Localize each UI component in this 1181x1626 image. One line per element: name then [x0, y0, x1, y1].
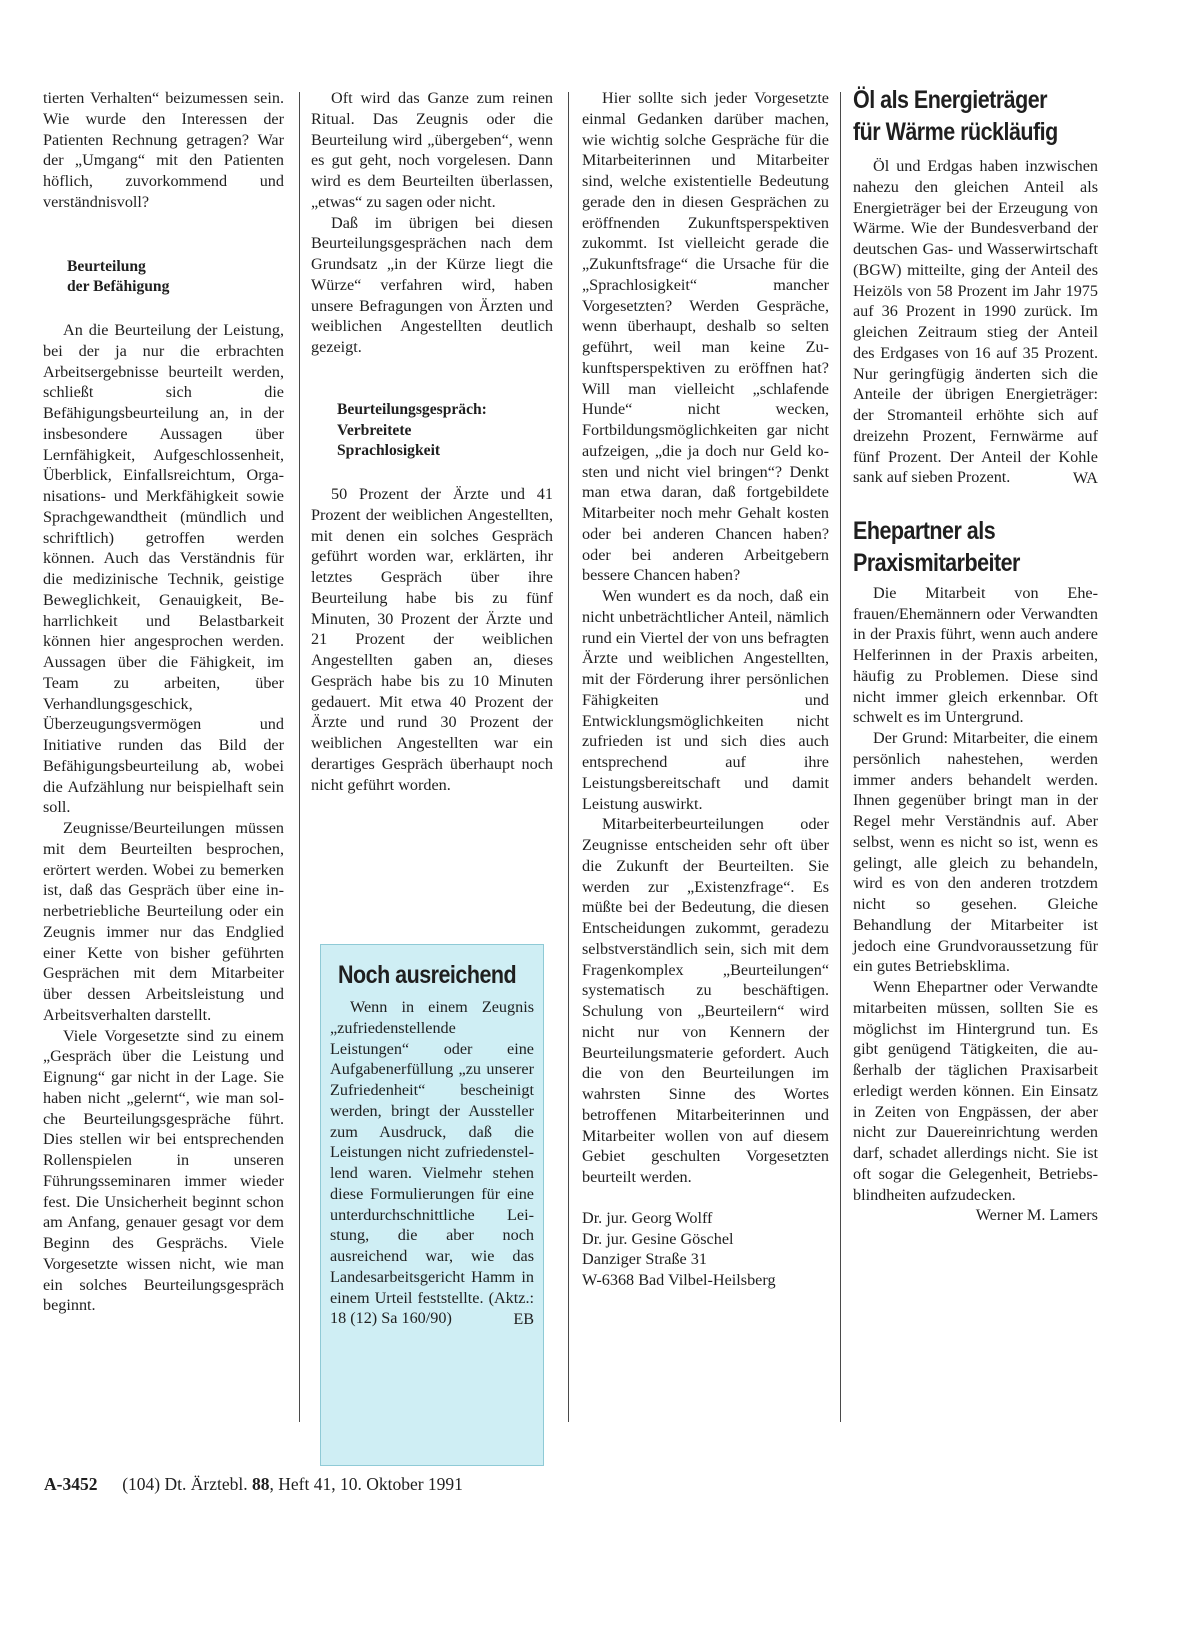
col4-spouses-paragraph-3: Wenn Ehepartner oder Verwandte mitarbeiten müssen, sollten Sie es möglichst im Hintergrund tun. Es gibt genügend Tätigkeiten, die außerhalb der täglichen Praxisarbeit erledigt werden können. Ein Einsatz in Zeiten von Engpässen, der aber nicht zur Dauereinrichtung werden darf, schadet allerdings nicht. Sie ist oft sogar die Gelegenheit, Betriebsblindheiten aufzudecken. — [853, 978, 1098, 1204]
col3-paragraph-3: Mitarbeiterbeurteilungen oder Zeugnisse entscheiden sehr oft über die Zukunft der Beurteilten. Sie werden zur „Existenzfrage“. Es müßte bei der Bedeutung, die diesen Entscheidungen zukommt, geradezu selbstverständlich sein, sich mit dem Fragenkomplex „Beurteilungen“ systematisch zu beschäftigen. Schulung von „Beurteilern“ wird nicht nur von Kennern der Beurteilungsmaterie gefordert. Auch die von den Beurteilungen im wahrsten Sinne des Wortes betroffenen Mitarbeiterinnen und Mitarbeiter wollen von auf diesem Gebiet geschulten Vorgesetzten beurteilt werden. — [582, 815, 829, 1186]
col4-author: Werner M. Lamers — [975, 1206, 1098, 1225]
col4-oil-initials: WA — [1072, 469, 1098, 487]
article-headline-oil — [853, 84, 1064, 148]
footer-page-code: A-3452 — [44, 1474, 98, 1494]
article-headline-spouses — [853, 515, 1064, 579]
footer-issue-date: , Heft 41, 10. Oktober 1991 — [269, 1474, 463, 1494]
info-box-text: Wenn in einem Zeugnis „zufriedenstellende Leistungen“ oder eine Aufgabenerfüllung „zu unserer Zufriedenheit“ bescheinigt werden, bringt der Aussteller zum Ausdruck, daß die Leistungen nicht zufriedenstellend waren. Vielmehr stehen diese Formulierungen für eine unterdurchschnittliche Leistung, die aber noch ausreichend war, wie das Landesarbeitsgericht Hamm in einem Urteil feststellte. (Aktz.: 18 (12) Sa 160/90) — [330, 998, 534, 1328]
signature-line-2: Dr. jur. Gesine Göschel — [582, 1229, 734, 1248]
col3-paragraph-1: Hier sollte sich jeder Vorgesetzte einmal Gedanken darüber machen, wie wichtig solche Gespräche für die Mitarbeiterinnen und Mitarbeiter sind, welche existentielle Bedeutung gerade den in diesen Gesprächen zu eröffnenden Zukunftsperspektiven zukommt. Ist vielleicht gerade die „Zukunftsfrage“ die Ursache für die „Sprachlosigkeit“ mancher Vorgesetzten? Werden Gespräche, wenn überhaupt, deshalb so selten geführt, weil man keine Zukunftsperspektiven zu eröffnen hat? Will man vielleicht „schlafende Hunde“ nicht wecken, Fortbildungsmöglichkeiten gar nicht aufzeigen, „die ja doch nur Geld kosten und nicht viel bringen“? Denkt man etwa daran, daß fortgebildete Mitarbeiter noch mehr Gehalt kosten oder bei anderen Chancen haben? oder bei anderen Arbeitgebern bessere Chancen haben? — [582, 89, 829, 585]
col1-subheading-line1: Beurteilung — [67, 257, 146, 275]
signature-line-3: Danziger Straße 31 — [582, 1250, 707, 1269]
headline-spouses-line2: Praxismitarbeiter — [853, 548, 1020, 577]
column-1 — [43, 88, 284, 1316]
col1-intro-paragraph: tierten Verhalten“ beizumessen sein. Wie wurde den Interessen der Patienten Rechnung getragen? War der „Umgang“ mit den Patienten höflich, zuvorkommend und verständnisvoll? — [43, 89, 284, 211]
col4-oil-paragraph: Öl und Erdgas haben inzwischen nahezu den gleichen Anteil als Energieträger bei der Erzeugung von Wärme. Wie der Bundesverband der deutschen Gas- und Wasserwirtschaft (BGW) mitteilte, ging der Anteil des Heizöls von 58 Prozent im Jahr 1975 auf 36 Prozent in 1990 zurück. Im gleichen Zeitraum stieg der Anteil des Erdgases von 16 auf 35 Prozent. Nur geringfügig änderten sich die Anteile der übrigen Energieträger: der Stromanteil erhöhte sich auf dreizehn Prozent, Fernwärme auf fünf Prozent. Der Anteil der Kohle sank auf sieben Prozent. — [853, 157, 1098, 487]
col3-signature — [582, 1208, 829, 1291]
col2-subheading-line2: Verbreitete — [337, 421, 412, 439]
col2-subheading-line1: Beurteilungsgespräch: — [337, 400, 487, 418]
col2-paragraph-2: Daß im übrigen bei diesen Beurteilungsgesprächen nach dem Grundsatz „in der Kürze liegt die Würze“ verfahren wird, haben unsere Befragungen von Ärzten und weiblichen Angestellten deutlich gezeigt. — [311, 213, 553, 356]
column-2 — [311, 88, 553, 795]
signature-line-1: Dr. jur. Georg Wolff — [582, 1208, 713, 1227]
col1-subheading-line2: der Befähigung — [67, 278, 170, 296]
column-divider-2 — [568, 92, 569, 1422]
col2-paragraph-1: Oft wird das Ganze zum reinen Ritual. Das Zeugnis oder die Beurteilung wird „übergeben“, wenn es gut geht, noch vorgelesen. Dann wird es dem Beurteilten überlassen, „etwas“ zu sagen oder nicht. — [311, 89, 553, 211]
column-divider-1 — [299, 92, 300, 1422]
info-box-initials: EB — [513, 1310, 534, 1328]
col4-spouses-paragraph-1: Die Mitarbeit von Ehefrauen/Ehemännern oder Verwandten in der Praxis führt, wenn auch andere Helferinnen in der Praxis arbeiten, häufig zu Problemen. Diese sind nicht immer gleich erkennbar. Oft schwelt es im Untergrund. — [853, 583, 1098, 727]
footer-page-number: (104) — [122, 1474, 161, 1494]
column-4 — [853, 84, 1098, 1226]
col1-paragraph-3: Viele Vorgesetzte sind zu einem „Gespräch über die Leistung und Eignung“ gar nicht in der Lage. Sie haben nicht „gelernt“, wie man solche Beurteilungsgespräche führt. Dies stellen wir bei entsprechenden Rollenspielen in unseren Führungsseminaren immer wieder fest. Die Unsicherheit beginnt schon am Anfang, genauer gesagt vor dem Beginn des Gesprächs. Viele Vorgesetzte wissen nicht, wie man ein solches Beurteilungsgespräch beginnt. — [43, 1026, 284, 1315]
col1-paragraph-2: Zeugnisse/Beurteilungen müssen mit dem Beurteilten besprochen, erörtert werden. Wobei zu bemerken ist, daß das Gespräch über eine innerbetriebliche Beurteilung oder ein Zeugnis immer nur das Endglied einer Kette von bisher geführten Gesprächen mit dem Mitarbeiter über dessen Arbeitsleistung und Arbeitsverhalten darstellt. — [43, 819, 284, 1024]
column-3 — [582, 88, 829, 1291]
page-footer — [44, 1473, 463, 1495]
footer-journal: Dt. Ärztebl. — [164, 1474, 248, 1494]
info-box — [320, 944, 544, 1466]
signature-line-4: W-6368 Bad Vilbel-Heilsberg — [582, 1271, 776, 1289]
footer-volume: 88 — [251, 1474, 270, 1494]
col3-paragraph-2: Wen wundert es da noch, daß ein nicht unbeträchtlicher Anteil, nämlich rund ein Viertel der von uns befragten Ärzte und weiblichen Angestellten, mit der Förderung ihrer persönlichen Fähigkeiten und Entwicklungsmöglichkeiten nicht zufrieden ist und sich dies auch entsprechend auf ihre Leistungsbereitschaft und damit Leistung auswirkt. — [582, 587, 829, 813]
info-box-title: Noch ausreichend — [338, 961, 517, 989]
headline-oil-line2: für Wärme rückläufig — [853, 118, 1058, 146]
headline-oil-line1: Öl als Energieträger — [853, 86, 1048, 114]
column-divider-3 — [840, 92, 841, 1422]
col4-spouses-paragraph-2: Der Grund: Mitarbeiter, die einem persönlich nahestehen, werden immer anders behandelt werden. Ihnen gegenüber bringt man in der Regel mehr Verständnis auf. Aber selbst, wenn es nicht so ist, wenn es gelingt, alle gleich zu behandeln, wird es von den anderen trotzdem nicht so gesehen. Gleiche Behandlung der Mitarbeiter ist jedoch eine Grundvoraussetzung für ein gutes Betriebsklima. — [853, 729, 1098, 976]
col2-subheading-line3: Sprachlosigkeit — [337, 442, 441, 460]
col2-paragraph-3: 50 Prozent der Ärzte und 41 Prozent der weiblichen Angestellten, mit denen ein solches Gespräch geführt worden war, erklärten, ihr letztes Gespräch über ihre Beurteilung habe bis zu fünf Minuten, 30 Prozent der Ärzte und 21 Prozent der weiblichen Angestellten gaben an, dieses Gespräch habe bis zu 10 Minuten gedauert. Mit etwa 40 Prozent der Ärzte und rund 30 Prozent der weiblichen Angestellten war ein derartiges Gespräch überhaupt noch nicht geführt worden. — [311, 485, 553, 794]
col2-subheading — [311, 400, 553, 462]
col1-subheading — [43, 257, 284, 299]
col1-paragraph-1: An die Beurteilung der Leistung, bei der ja nur die erbrachten Arbeitsergebnisse beurteilt werden, schließt sich die Befähigungsbeurteilung an, in der insbesondere Aussagen über Lernfähigkeit, Aufgeschlossenheit, Überblick, Einfallsreichtum, Organisations- und Merkfähigkeit sowie Sprachgewandtheit (mündlich und schriftlich) getroffen werden können. Auch das Verständnis für die medizinische Technik, geistige Beweglichkeit, Genauigkeit, Beharrlichkeit und Belastbarkeit können hier angesprochen werden. Aussagen über die Fähigkeit, im Team zu arbeiten, über Verhandlungsgeschick, Überzeugungsvermögen und Initiative runden das Bild der Befähigungsbeurteilung ab, wobei die Aufzählung nur beispielhaft sein soll. — [43, 321, 284, 817]
headline-spouses-line1: Ehepartner als — [853, 516, 996, 545]
